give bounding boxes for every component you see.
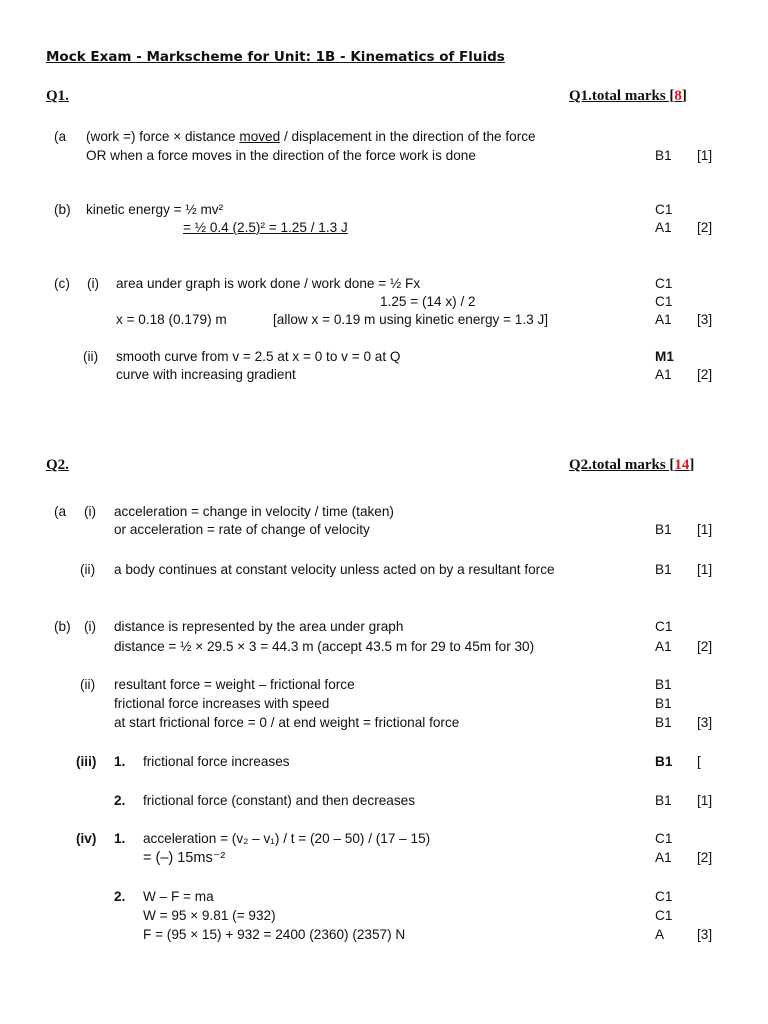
mark: C1 [655,908,673,923]
subpart-label: (ii) [83,349,99,364]
mark: C1 [655,202,673,217]
mark-total: [3] [697,715,713,730]
mark-total: [2] [697,639,713,654]
mark: B1 [655,715,672,730]
mark-total: [3] [697,927,713,942]
mark: C1 [655,831,673,846]
item-number: 1. [114,831,126,846]
subpart-label: (i) [84,619,97,634]
subpart-label: (iii) [76,754,97,769]
mark: B1 [655,677,672,692]
q2-heading: Q2. [46,457,69,473]
mark-total: [2] [697,850,713,865]
mark: C1 [655,294,673,309]
part-label: (a [54,129,67,144]
q1a-line1: (work =) force × distance moved / displacement in the direction of the force [86,129,536,144]
subpart-label: (i) [84,504,97,519]
part-label: (b) [54,202,71,217]
item-number: 2. [114,889,126,904]
mark-total: [2] [697,367,713,382]
mark: B1 [655,793,672,808]
mark: B1 [655,696,672,711]
mark: C1 [655,889,673,904]
item-number: 1. [114,754,126,769]
q1b-line1: kinetic energy = ½ mv² [86,202,224,217]
mark: B1 [655,562,672,577]
mark-total: [ [697,754,701,769]
document-title: Mock Exam - Markscheme for Unit: 1B - Kinematics of Fluids [46,49,505,65]
q2-total-marks: Q2.total marks [14] [569,457,695,473]
item-number: 2. [114,793,126,808]
q1-heading: Q1. [46,88,69,104]
mark: B1 [655,754,673,769]
mark: A1 [655,367,672,382]
mark: B1 [655,522,672,537]
mark: A [655,927,665,942]
mark-total: [3] [697,312,713,327]
mark: A1 [655,312,672,327]
mark-total: [1] [697,793,713,808]
q2-total-value: 14 [674,457,690,473]
mark: A1 [655,220,672,235]
mark: B1 [655,148,672,163]
q1-total-value: 8 [674,88,682,104]
subpart-label: (iv) [76,831,97,846]
q1-total-marks: Q1.total marks [8] [569,88,687,104]
part-label: (b) [54,619,71,634]
mark-total: [1] [697,148,713,163]
mark: A1 [655,850,672,865]
mark: C1 [655,619,673,634]
mark-total: [1] [697,562,713,577]
mark-total: [2] [697,220,713,235]
subpart-label: (i) [87,276,100,291]
subpart-label: (ii) [80,562,96,577]
part-label: (a [54,504,67,519]
mark: M1 [655,349,674,364]
mark: C1 [655,276,673,291]
subpart-label: (ii) [80,677,96,692]
mark: A1 [655,639,672,654]
part-label: (c) [54,276,70,291]
mark-total: [1] [697,522,713,537]
